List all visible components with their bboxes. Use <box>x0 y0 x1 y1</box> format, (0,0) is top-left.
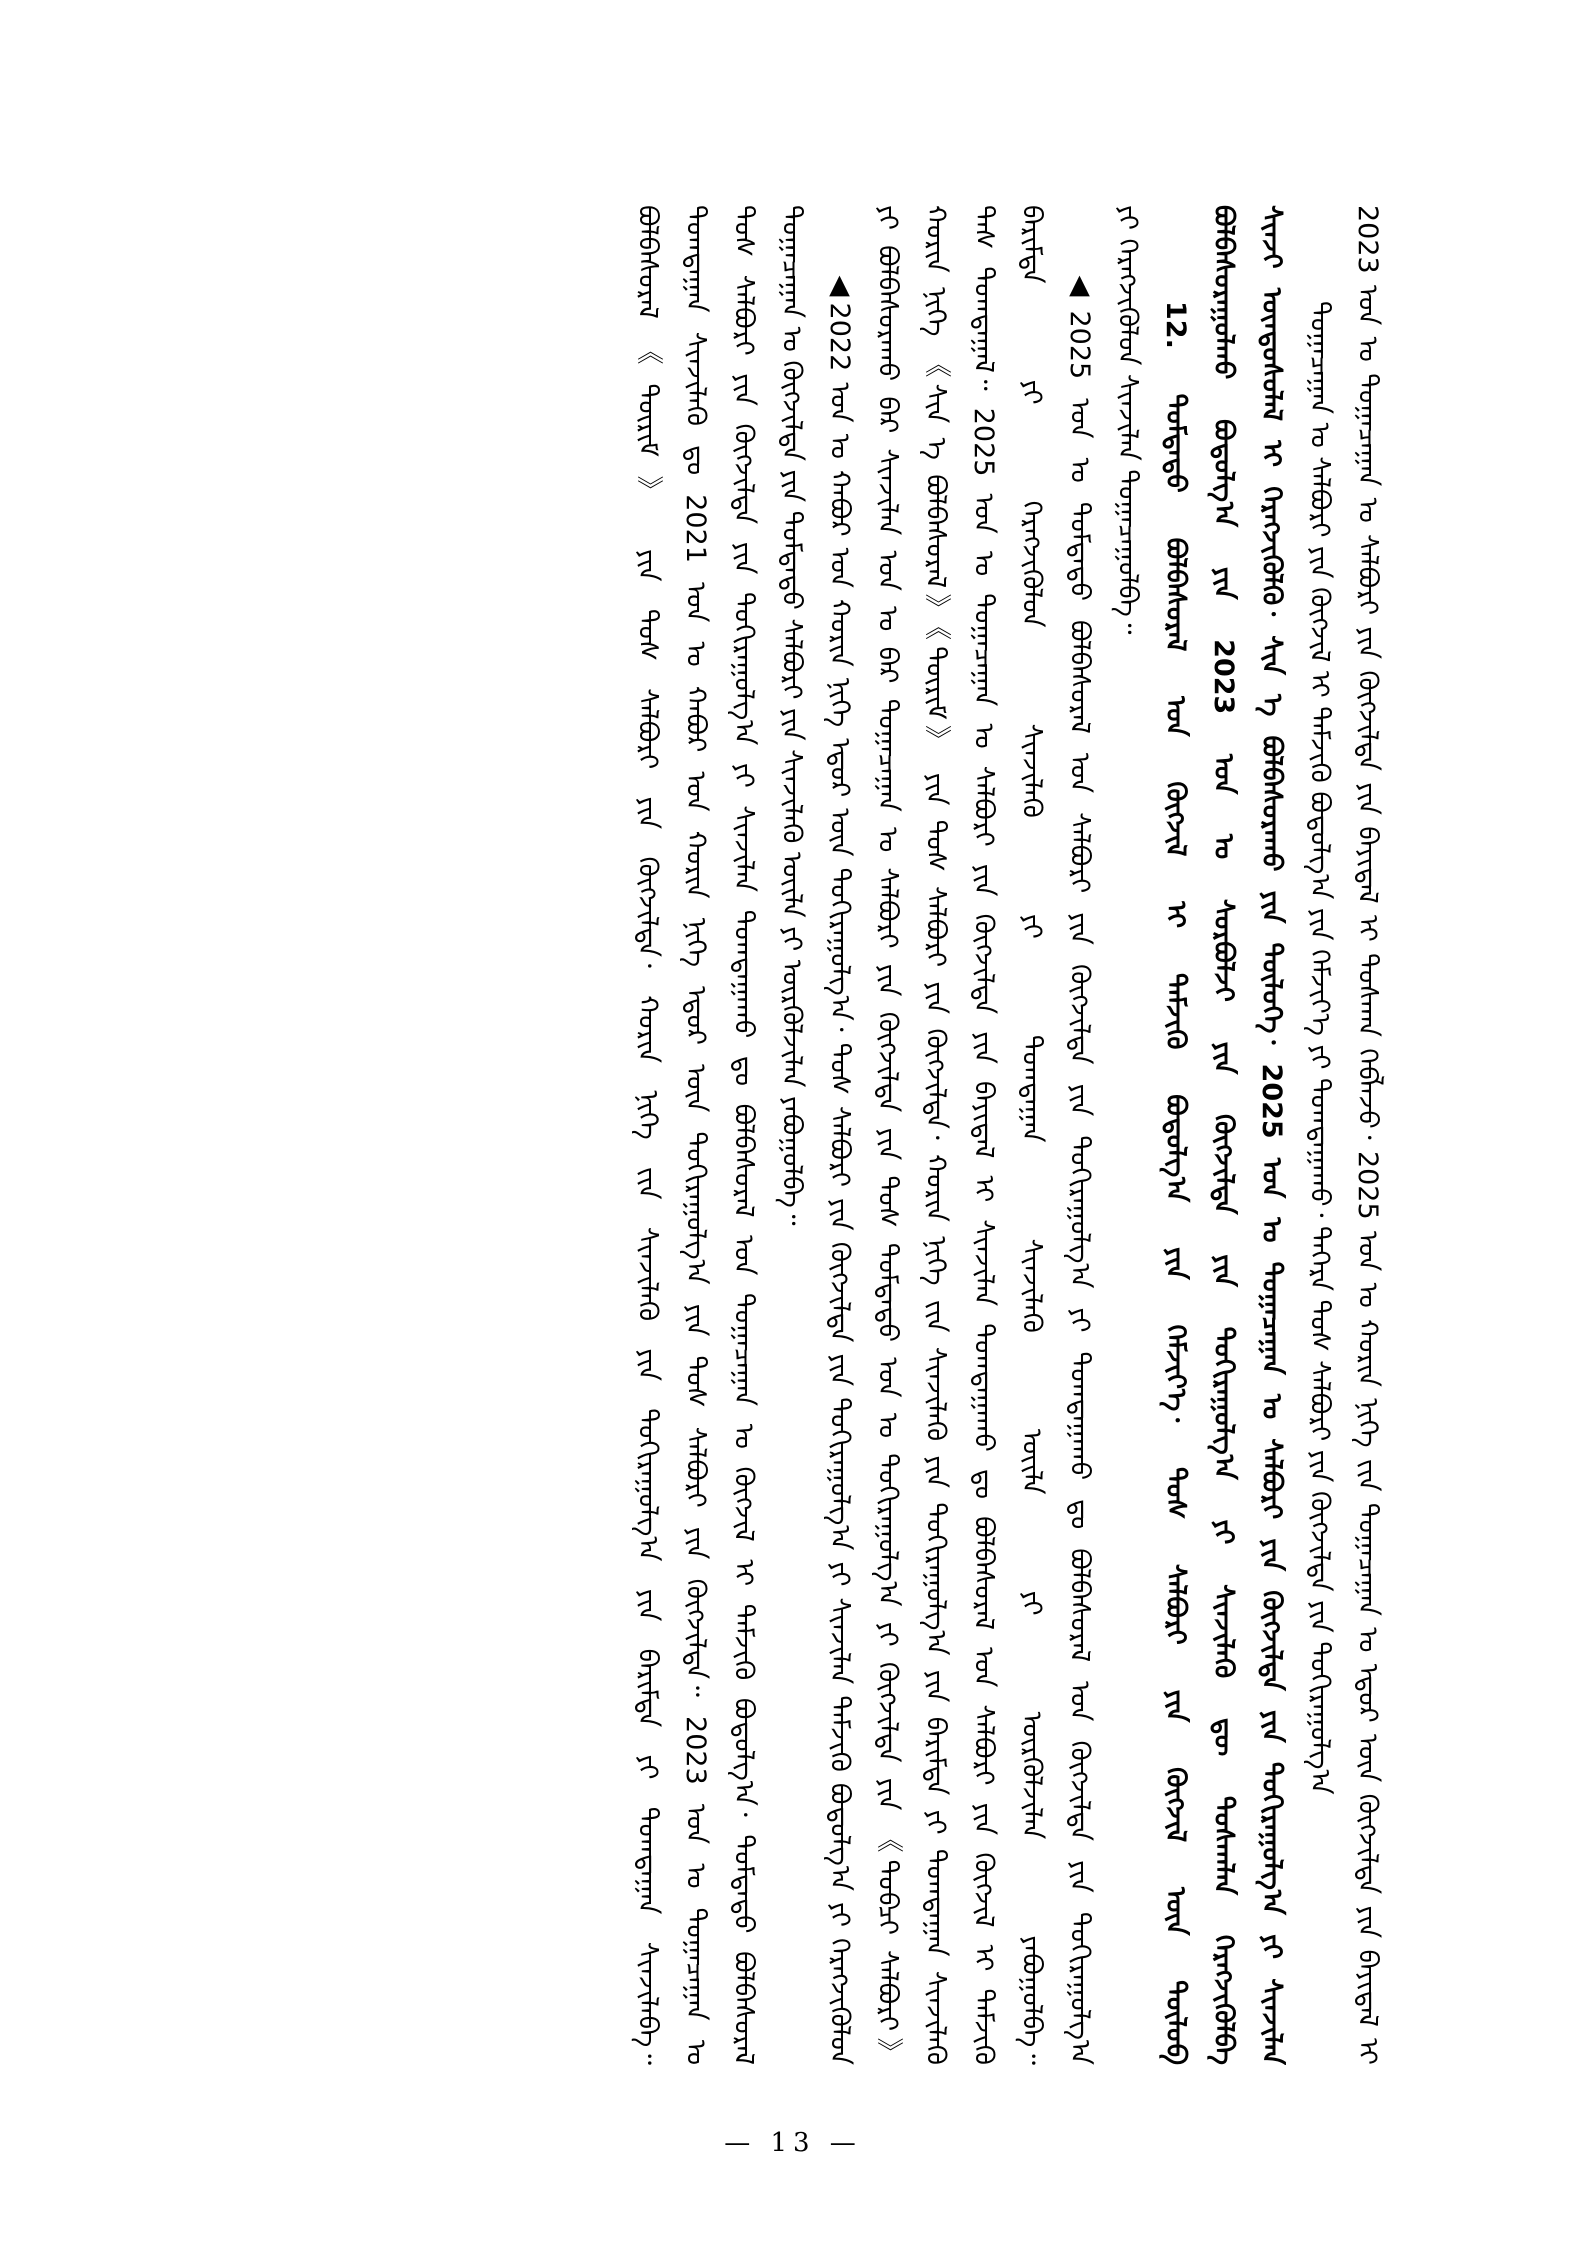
text-column-3: ᠰᠢᠨᠵᠢ ᠦᠨᠳᠦᠰᠦᠯᠡᠯ ᠢ ᠬᠡᠷᠡᠭᠵᠢᠭᠦᠯᠬᠦ᠂ ᠰᠢᠨ ᠡ ᠪᠣᠯᠪᠠᠰᠤᠷᠠᠬᠤ ᠶᠢᠨ ᠲᠥᠯᠦᠭᠡ᠂ 2025 ᠣᠨ ᠤ ᠲᠣᠭᠠᠴᠠᠭᠠᠨ ᠤ ᠰᠠᠯᠪᠤᠷᠢ ᠶᠢᠨ ᠬᠥᠭᠵᠢᠯᠲᠡ ᠶᠢᠨ ᠲᠣᠬᠢᠷᠠᠭᠤᠯᠭ᠎ᠠ ᠶᠢ ᠰᠢᠨᠵᠢᠯᠡᠨ <box>1256 205 1287 2065</box>
text-column-6: ᠶᠢ ᠬᠡᠷᠡᠭᠵᠢᠭᠦᠯᠦᠨ ᠰᠢᠨᠵᠢᠯᠡᠨ ᠲᠣᠭᠠᠴᠠᠭᠤᠯᠪᠠ᠃ <box>1112 205 1143 635</box>
page-number: — 13 — <box>724 2128 862 2158</box>
text-column-13: ᠲᠣᠭᠠᠴᠠᠭᠠᠨ ᠤ ᠬᠥᠭᠵᠢᠯᠲᠡ ᠶᠢᠨ ᠳᠤᠮᠳᠠᠳᠤ ᠰᠠᠯᠪᠤᠷᠢ ᠶᠢᠨ ᠰᠢᠨᠵᠢᠯᠡᠬᠦ ᠦᠢᠯᠡ ᠶᠢ ᠦᠷᠭᠦᠯᠵᠢᠯᠡᠨ ᠶᠠᠪᠤᠭᠤᠯᠪᠠ᠃ <box>776 205 807 1226</box>
text-column-2: ᠲᠣᠭᠠᠴᠠᠭᠠᠨ ᠤ ᠰᠠᠯᠪᠤᠷᠢ ᠶᠢᠨ ᠬᠥᠭᠵᠢᠯ ᠢ ᠳᠡᠮᠵᠢᠬᠦ ᠪᠤᠳᠤᠯᠭ᠎ᠠ ᠶᠢᠨ ᠬᠡᠮᠵᠢᠶ᠎ᠡ ᠶᠢ ᠲᠣᠭᠲᠠᠭᠠᠬᠤ᠂ ᠳᠡᠭᠡᠷᠡ ᠲᠤᠰ ᠰᠠᠯᠪᠤᠷᠢ ᠶᠢᠨ ᠬᠥᠭᠵᠢᠯᠲᠡ ᠶᠢᠨ ᠲᠣᠬᠢᠷᠠᠭᠤᠯᠭ᠎ᠠ <box>1304 301 1335 1795</box>
text-column-8: ᠪᠠᠷᠢᠮᠲᠠ ᠶᠢ ᠬᠡᠷᠡᠭᠵᠢᠭᠦᠯᠦᠨ ᠰᠢᠨᠵᠢᠯᠡᠬᠦ ᠶᠢ ᠲᠣᠭᠲᠠᠭᠠᠨ ᠰᠢᠨᠵᠢᠯᠡᠬᠦ ᠦᠢᠯᠡ ᠶᠢ ᠦᠷᠭᠦᠯᠵᠢᠯᠡᠨ ᠶᠠᠪᠤᠭᠤᠯᠪᠠ᠃ <box>1016 205 1047 2065</box>
bullet-column-2022: ▲2022 ᠣᠨ ᠤ ᠬᠠᠪᠤᠷ ᠤᠨ ᠬᠣᠷᠢᠨ ᠨᠢᠭᠡ ᠡᠳᠦᠷ ᠦᠨ ᠲᠣᠬᠢᠷᠠᠭᠤᠯᠭ᠎ᠠ᠂ ᠲᠤᠰ ᠰᠠᠯᠪᠤᠷᠢ ᠶᠢᠨ ᠬᠥᠭᠵᠢᠯᠲᠡ ᠶᠢᠨ ᠲᠣᠬᠢᠷᠠᠭᠤᠯᠭ᠎ᠠ ᠶᠢ ᠰᠢᠨᠵᠢᠯᠡᠨ ᠳᠡᠮᠵᠢᠬᠦ ᠪᠤᠳᠤᠯᠭ᠎ᠠ ᠶᠢ ᠬᠡᠷᠡᠭᠵᠢᠭᠦᠯᠦᠨ <box>824 269 855 2065</box>
vertical-text-body <box>180 205 1391 2065</box>
text-column-10: ᠬᠣᠷᠢᠨ ᠨᠢᠭᠡ 《ᠰᠢᠨ ᠡ ᠪᠣᠯᠪᠠᠰᠤᠷᠠᠯ》《ᠳᠦᠷᠢᠮ》 ᠶᠢᠨ ᠲᠤᠰ ᠰᠠᠯᠪᠤᠷᠢ ᠶᠢᠨ ᠬᠥᠭᠵᠢᠯᠲᠡ᠂ ᠬᠣᠷᠢᠨ ᠨᠢᠭᠡ ᠵᠢᠨ ᠰᠢᠨᠵᠢᠯᠡᠬᠦ ᠶᠢᠨ ᠲᠣᠬᠢᠷᠠᠭᠤᠯᠭ᠎ᠠ ᠶᠢᠨ ᠪᠠᠷᠢᠮᠲᠠ ᠶᠢ ᠲᠣᠭᠲᠠᠭᠠᠨ ᠰᠢᠨᠵᠢᠯᠡᠬᠦ <box>920 205 951 2065</box>
text-column-14: ᠲᠤᠰ ᠰᠠᠯᠪᠤᠷᠢ ᠶᠢᠨ ᠬᠥᠭᠵᠢᠯᠲᠡ ᠶᠢᠨ ᠲᠣᠬᠢᠷᠠᠭᠤᠯᠭ᠎ᠠ ᠶᠢ ᠰᠢᠨᠵᠢᠯᠡᠨ ᠲᠣᠭᠲᠠᠭᠠᠬᠤ ᠳᠤ ᠪᠣᠯᠪᠠᠰᠤᠷᠠᠯ ᠤᠨ ᠲᠣᠭᠠᠴᠠᠭᠠᠨ ᠤ ᠬᠥᠭᠵᠢᠯ ᠢ ᠳᠡᠮᠵᠢᠬᠦ ᠪᠤᠳᠤᠯᠭ᠎ᠠ᠂ ᠳᠤᠮᠳᠠᠳᠤ ᠪᠣᠯᠪᠠᠰᠤᠷᠠᠯ <box>728 205 759 2065</box>
text-column-9: ᠳᠡᠰ ᠲᠣᠭᠲᠠᠭᠠᠯ᠃ 2025 ᠣᠨ ᠤ ᠲᠣᠭᠠᠴᠠᠭᠠᠨ ᠤ ᠰᠠᠯᠪᠤᠷᠢ ᠶᠢᠨ ᠬᠥᠭᠵᠢᠯᠲᠡ ᠶᠢᠨ ᠪᠠᠶᠢᠳᠠᠯ ᠢ ᠰᠢᠨᠵᠢᠯᠡᠨ ᠲᠣᠭᠲᠠᠭᠠᠬᠤ ᠳᠤ ᠪᠣᠯᠪᠠᠰᠤᠷᠠᠯ ᠤᠨ ᠰᠠᠯᠪᠤᠷᠢ ᠶᠢᠨ ᠬᠥᠭᠵᠢᠯ ᠢ ᠳᠡᠮᠵᠢᠬᠦ <box>968 205 999 2065</box>
text-column-4: ᠪᠣᠯᠪᠠᠰᠤᠷᠠᠭᠤᠯᠬᠤ ᠪᠤᠳᠤᠯᠭ᠎ᠠ ᠶᠢᠨ 2023 ᠣᠨ ᠤ ᠰᠤᠷᠪᠤᠯᠵᠢ ᠶᠢᠨ ᠬᠥᠭᠵᠢᠯᠲᠡ ᠶᠢᠨ ᠲᠣᠬᠢᠷᠠᠭᠤᠯᠭ᠎ᠠ ᠶᠢ ᠰᠢᠨᠵᠢᠯᠡᠬᠦ ᠳᠦ ᠲᠤᠰᠬᠠᠯᠠᠨ ᠬᠡᠷᠡᠭᠵᠢᠭᠦᠯᠪᠡ <box>1208 205 1239 2065</box>
text-column-16: ᠪᠣᠯᠪᠠᠰᠤᠷᠠᠯ《ᠳᠦᠷᠢᠮ》 ᠶᠢᠨ ᠲᠤᠰ ᠰᠠᠯᠪᠤᠷᠢ ᠶᠢᠨ ᠬᠥᠭᠵᠢᠯᠲᠡ᠂ ᠬᠣᠷᠢᠨ ᠨᠢᠭᠡ ᠵᠢᠨ ᠰᠢᠨᠵᠢᠯᠡᠬᠦ ᠶᠢᠨ ᠲᠣᠬᠢᠷᠠᠭᠤᠯᠭ᠎ᠠ ᠶᠢᠨ ᠪᠠᠷᠢᠮᠲᠠ ᠶᠢ ᠲᠣᠭᠲᠠᠭᠠᠨ ᠰᠢᠨᠵᠢᠯᠡᠪᠡ᠃ <box>632 205 663 2065</box>
text-column-15: ᠲᠣᠭᠲᠠᠭᠠᠨ ᠰᠢᠨᠵᠢᠯᠡᠬᠦ ᠳᠤ 2021 ᠣᠨ ᠤ ᠬᠠᠪᠤᠷ ᠤᠨ ᠬᠣᠷᠢᠨ ᠨᠢᠭᠡ ᠡᠳᠦᠷ ᠦᠨ ᠲᠣᠬᠢᠷᠠᠭᠤᠯᠭ᠎ᠠ ᠶᠢᠨ ᠲᠤᠰ ᠰᠠᠯᠪᠤᠷᠢ ᠶᠢᠨ ᠬᠥᠭᠵᠢᠯᠲᠡ᠃ 2023 ᠣᠨ ᠤ ᠲᠣᠭᠠᠴᠠᠭᠠᠨ ᠤ <box>680 205 711 2065</box>
text-column-1: 2023 ᠣᠨ ᠤ ᠲᠣᠭᠠᠴᠠᠭᠠᠨ ᠤ ᠰᠠᠯᠪᠤᠷᠢ ᠶᠢᠨ ᠬᠥᠭᠵᠢᠯᠲᠡ ᠶᠢᠨ ᠪᠠᠶᠢᠳᠠᠯ ᠢ ᠲᠤᠰᠬᠠᠨ ᠬᠡᠪᠯᠡᠵᠦ᠂ 2025 ᠣᠨ ᠤ ᠬᠣᠷᠢᠨ ᠨᠢᠭᠡ ᠵᠢᠨ ᠲᠣᠭᠠᠴᠠᠭᠠᠨ ᠤ ᠡᠳᠦᠷ ᠦᠨ ᠬᠥᠭᠵᠢᠯᠲᠡ ᠶᠢᠨ ᠪᠠᠶᠢᠳᠠᠯ ᠢ <box>1352 205 1383 2065</box>
bullet-column-2025: ▲2025 ᠣᠨ ᠤ ᠳᠤᠮᠳᠠᠳᠤ ᠪᠣᠯᠪᠠᠰᠤᠷᠠᠯ ᠤᠨ ᠰᠠᠯᠪᠤᠷᠢ ᠶᠢᠨ ᠬᠥᠭᠵᠢᠯᠲᠡ ᠶᠢᠨ ᠲᠣᠬᠢᠷᠠᠭᠤᠯᠭ᠎ᠠ ᠶᠢ ᠲᠣᠭᠲᠠᠭᠠᠬᠤ ᠳᠤ ᠪᠣᠯᠪᠠᠰᠤᠷᠠᠯ ᠤᠨ ᠬᠥᠭᠵᠢᠯᠲᠡ ᠶᠢᠨ ᠲᠣᠬᠢᠷᠠᠭᠤᠯᠭ᠎ᠠ <box>1064 269 1095 2065</box>
heading-column-12: 12. ᠳᠤᠮᠳᠠᠳᠤ ᠪᠣᠯᠪᠠᠰᠤᠷᠠᠯ ᠤᠨ ᠬᠥᠭᠵᠢᠯ ᠢ ᠳᠡᠮᠵᠢᠬᠦ ᠪᠤᠳᠤᠯᠭ᠎ᠠ ᠶᠢᠨ ᠬᠡᠮᠵᠢᠶ᠎ᠡ᠂ ᠲᠤᠰ ᠰᠠᠯᠪᠤᠷᠢ ᠶᠢᠨ ᠬᠥᠭᠵᠢᠯ ᠦᠨ ᠲᠥᠯᠦᠪ <box>1160 301 1191 2065</box>
text-column-11: ᠶᠢ ᠪᠣᠯᠪᠠᠰᠤᠷᠠᠬᠤ ᠪᠠᠷ ᠰᠢᠨᠵᠢᠯᠡᠨ ᠣᠨ ᠤ ᠪᠠᠷ ᠲᠣᠭᠠᠴᠠᠭᠠᠨ ᠤ ᠰᠠᠯᠪᠤᠷᠢ ᠶᠢᠨ ᠬᠥᠭᠵᠢᠯᠲᠡ ᠶᠢᠨ ᠲᠤᠰ ᠳᠤᠮᠳᠠᠳᠤ ᠣᠨ ᠤ ᠲᠣᠬᠢᠷᠠᠭᠤᠯᠭ᠎ᠠ ᠶᠢ ᠬᠥᠭᠵᠢᠯᠲᠡ ᠶᠢᠨ 《ᠲᠣᠪᠴᠢ ᠰᠠᠯᠪᠤᠷᠢ》 <box>872 205 903 2065</box>
